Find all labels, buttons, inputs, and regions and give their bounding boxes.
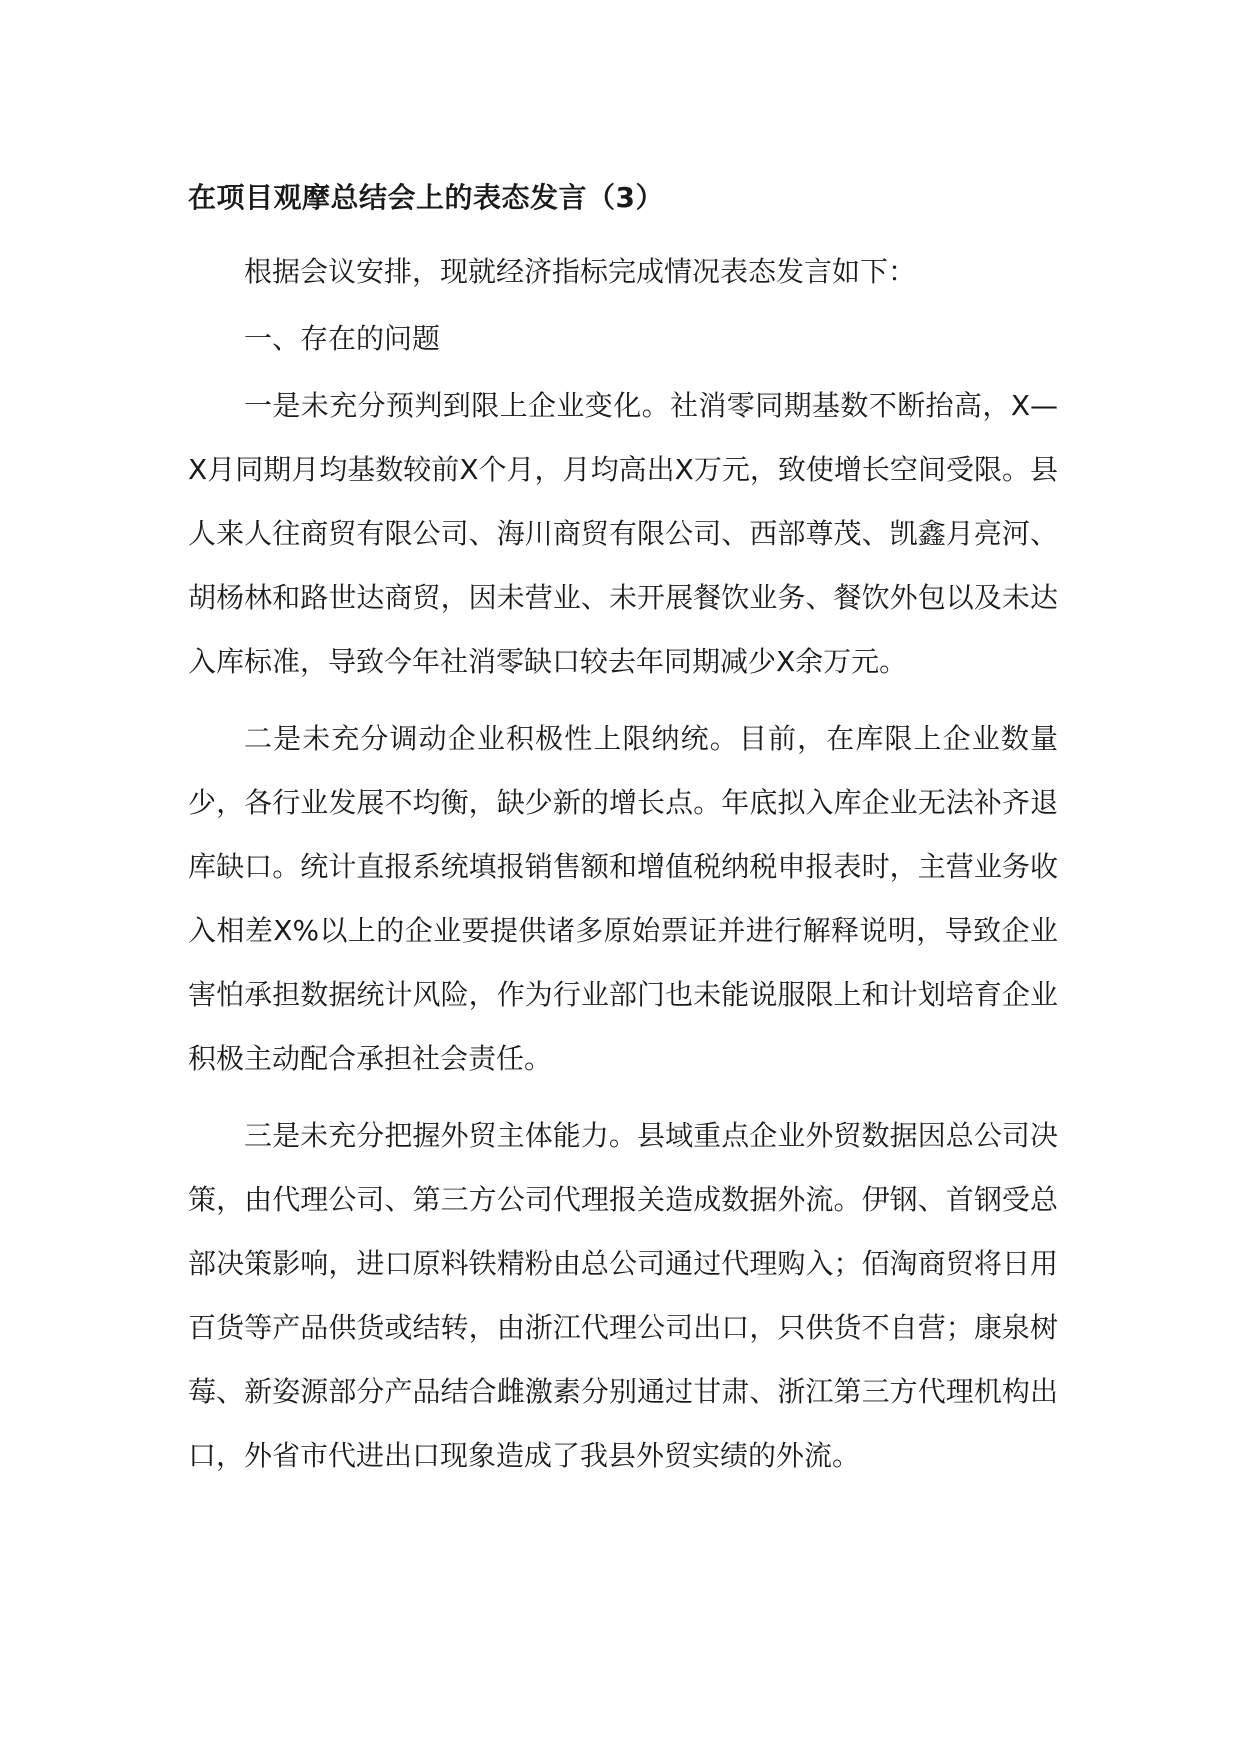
document-title: 在项目观摩总结会上的表态发言（3） [188, 181, 664, 214]
intro-paragraph: 根据会议安排，现就经济指标完成情况表态发言如下： [244, 255, 917, 288]
section-heading: 一、存在的问题 [244, 322, 441, 355]
document-body [188, 178, 1058, 1488]
paragraph-problem-2: 二是未充分调动企业积极性上限纳统。目前，在库限上企业数量少，各行业发展不均衡，缺少新的增长点。年底拟入库企业无法补齐退库缺口。统计直报系统填报销售额和增值税纳税申报表时，主营业务收入相差X%以上的企业要提供诸多原始票证并进行解释说明，导致企业害怕承担数据统计风险，作为行业部门也未能说服限上和计划培育企业积极主动配合承担社会责任。 [188, 722, 1058, 1075]
paragraph-problem-3: 三是未充分把握外贸主体能力。县域重点企业外贸数据因总公司决策，由代理公司、第三方公司代理报关造成数据外流。伊钢、首钢受总部决策影响，进口原料铁精粉由总公司通过代理购入；佰淘商贸将日用百货等产品供货或结转，由浙江代理公司出口，只供货不自营；康泉树莓、新姿源部分产品结合雌激素分别通过甘肃、浙江第三方代理机构出口，外省市代进出口现象造成了我县外贸实绩的外流。 [188, 1119, 1058, 1472]
paragraph-problem-1: 一是未充分预判到限上企业变化。社消零同期基数不断抬高，X—X月同期月均基数较前X个月，月均高出X万元，致使增长空间受限。县人来人往商贸有限公司、海川商贸有限公司、西部尊茂、凯鑫月亮河、胡杨林和路世达商贸，因未营业、未开展餐饮业务、餐饮外包以及未达入库标准，导致今年社消零缺口较去年同期减少X余万元。 [188, 389, 1058, 678]
